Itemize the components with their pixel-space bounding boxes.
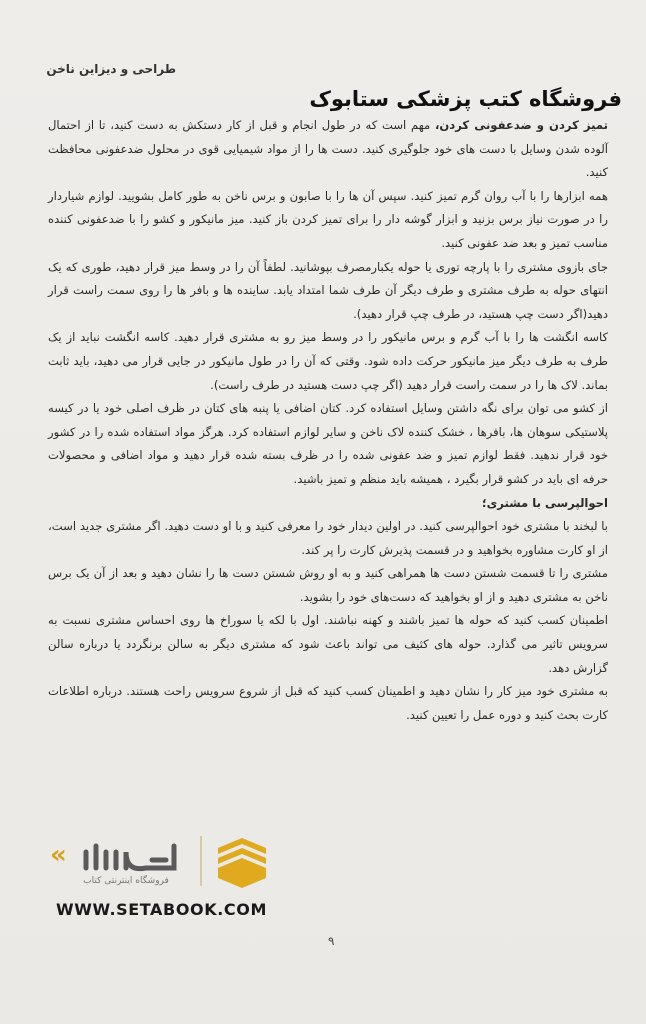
paragraph-drawer: از کشو می توان برای نگه داشتن وسایل استفاده کرد. کتان اضافی یا پنبه های کتان در ظرف اصلی خود یا در کیسه پلاستیکی سوهان ها، بافرها ، خشک کننده لاک ناخن و سایر لوازم استفاده کرد. هرگز مواد استفاده شده را در کشور خود قرار ندهید. فقط لوازم تمیز و ضد عفونی شده را در ظرف بسته شده قرار دهید و مواد اضافی و محصولات حرفه ای باید در کشو قرار بگیرد ، همیشه باید منظم و تمیز باشید. — [48, 401, 608, 486]
paragraph-tools: همه ابزارها را با آب روان گرم تمیز کنید. سپس آن ها را با صابون و برس ناخن به طور کامل بشویید. لوازم شیاردار را در صورت نیاز برس بزنید و ابزار گوشه دار را برای تمیز کردن باز کنید. میز مانیکور و کشو را با ضدعفونی کننده مناسب تمیز و بعد ضد عفونی کنید. — [48, 188, 608, 250]
watermark-url: WWW.SETABOOK.COM — [56, 900, 267, 919]
paragraph-text: مهم است که در طول انجام و قبل از کار دستکش به دست کنید، تا از احتمال آلوده شدن وسایل با دست های خود جلوگیری کنید. دست ها را از مواد شیمیایی قوی در محلول ضدعفونی محافظت کنید. — [48, 118, 608, 180]
setabook-watermark — [50, 832, 290, 932]
section-heading: احوالپرسی با مشتری؛ — [482, 495, 608, 510]
paragraph-handwash: مشتری را تا قسمت شستن دست ها همراهی کنید و به او روش شستن دست ها را نشان دهید و بعد از آن یک برس ناخن به مشتری دهید و از او بخواهید که دست‌های خود را بشوید. — [48, 566, 608, 604]
body-text — [48, 114, 608, 727]
paragraph-greeting: با لبخند با مشتری خود احوالپرسی کنید. در اولین دیدار خود را معرفی کنید و با او دست دهید. اگر مشتری جدید است، از او کارت مشاوره بخواهید و در قسمت پذیرش کارت را پر کند. — [48, 519, 608, 557]
running-title: طراحی و دیزاین ناخن — [46, 62, 176, 76]
paragraph-lead: تمیز کردن و ضدعفونی کردن، — [434, 118, 608, 132]
store-banner: فروشگاه کتب پزشکی ستابوک — [309, 87, 622, 111]
paragraph-towels-clean: اطمینان کسب کنید که حوله ها تمیز باشند و کهنه نباشند. اول با لکه یا سوراخ ها روی احساس مشتری نسبت به سرویس تاثیر می گذارد. حوله های کثیف می تواند باعث شود که مشتری دیگر به سالن برنگردد یا درباره سالن گزارش دهد. — [48, 613, 608, 675]
watermark-tagline: فروشگاه اینترنتی کتاب — [83, 876, 169, 886]
paragraph-cleaning — [48, 114, 608, 185]
page-number: ۹ — [328, 934, 335, 948]
book-stack-icon — [210, 834, 274, 890]
double-chevron-icon: « — [50, 840, 63, 870]
watermark-divider — [200, 836, 202, 886]
paragraph-finger-bowl: کاسه انگشت ها را با آب گرم و برس مانیکور را در وسط میز رو به مشتری قرار دهید. کاسه انگشت نباید از یک طرف به طرف دیگر میز مانیکور حرکت داده شود. وقتی که آن را در طول مانیکور در جایی قرار می دهید، باید ثابت بماند. لاک ها را در سمت راست قرار دهید (اگر چپ دست هستید در طرف راست). — [48, 330, 608, 392]
paragraph-towel: جای بازوی مشتری را با پارچه توری یا حوله یکبارمصرف بپوشانید. لطفاً آن را در وسط میز قرار دهید، طوری که یک انتهای حوله به طرف مشتری و طرف دیگر آن طرف شما امتداد یابد. ساینده ها و بافر ها را روی سمت راست قرار دهید(اگر دست چپ هستید، در طرف چپ قرار دهید). — [48, 259, 608, 321]
paragraph-workstation: به مشتری خود میز کار را نشان دهید و اطمینان کسب کنید که قبل از شروع سرویس راحت هستند. درباره اطلاعات کارت بحث کنید و دوره عمل را تعیین کنید. — [48, 684, 608, 722]
